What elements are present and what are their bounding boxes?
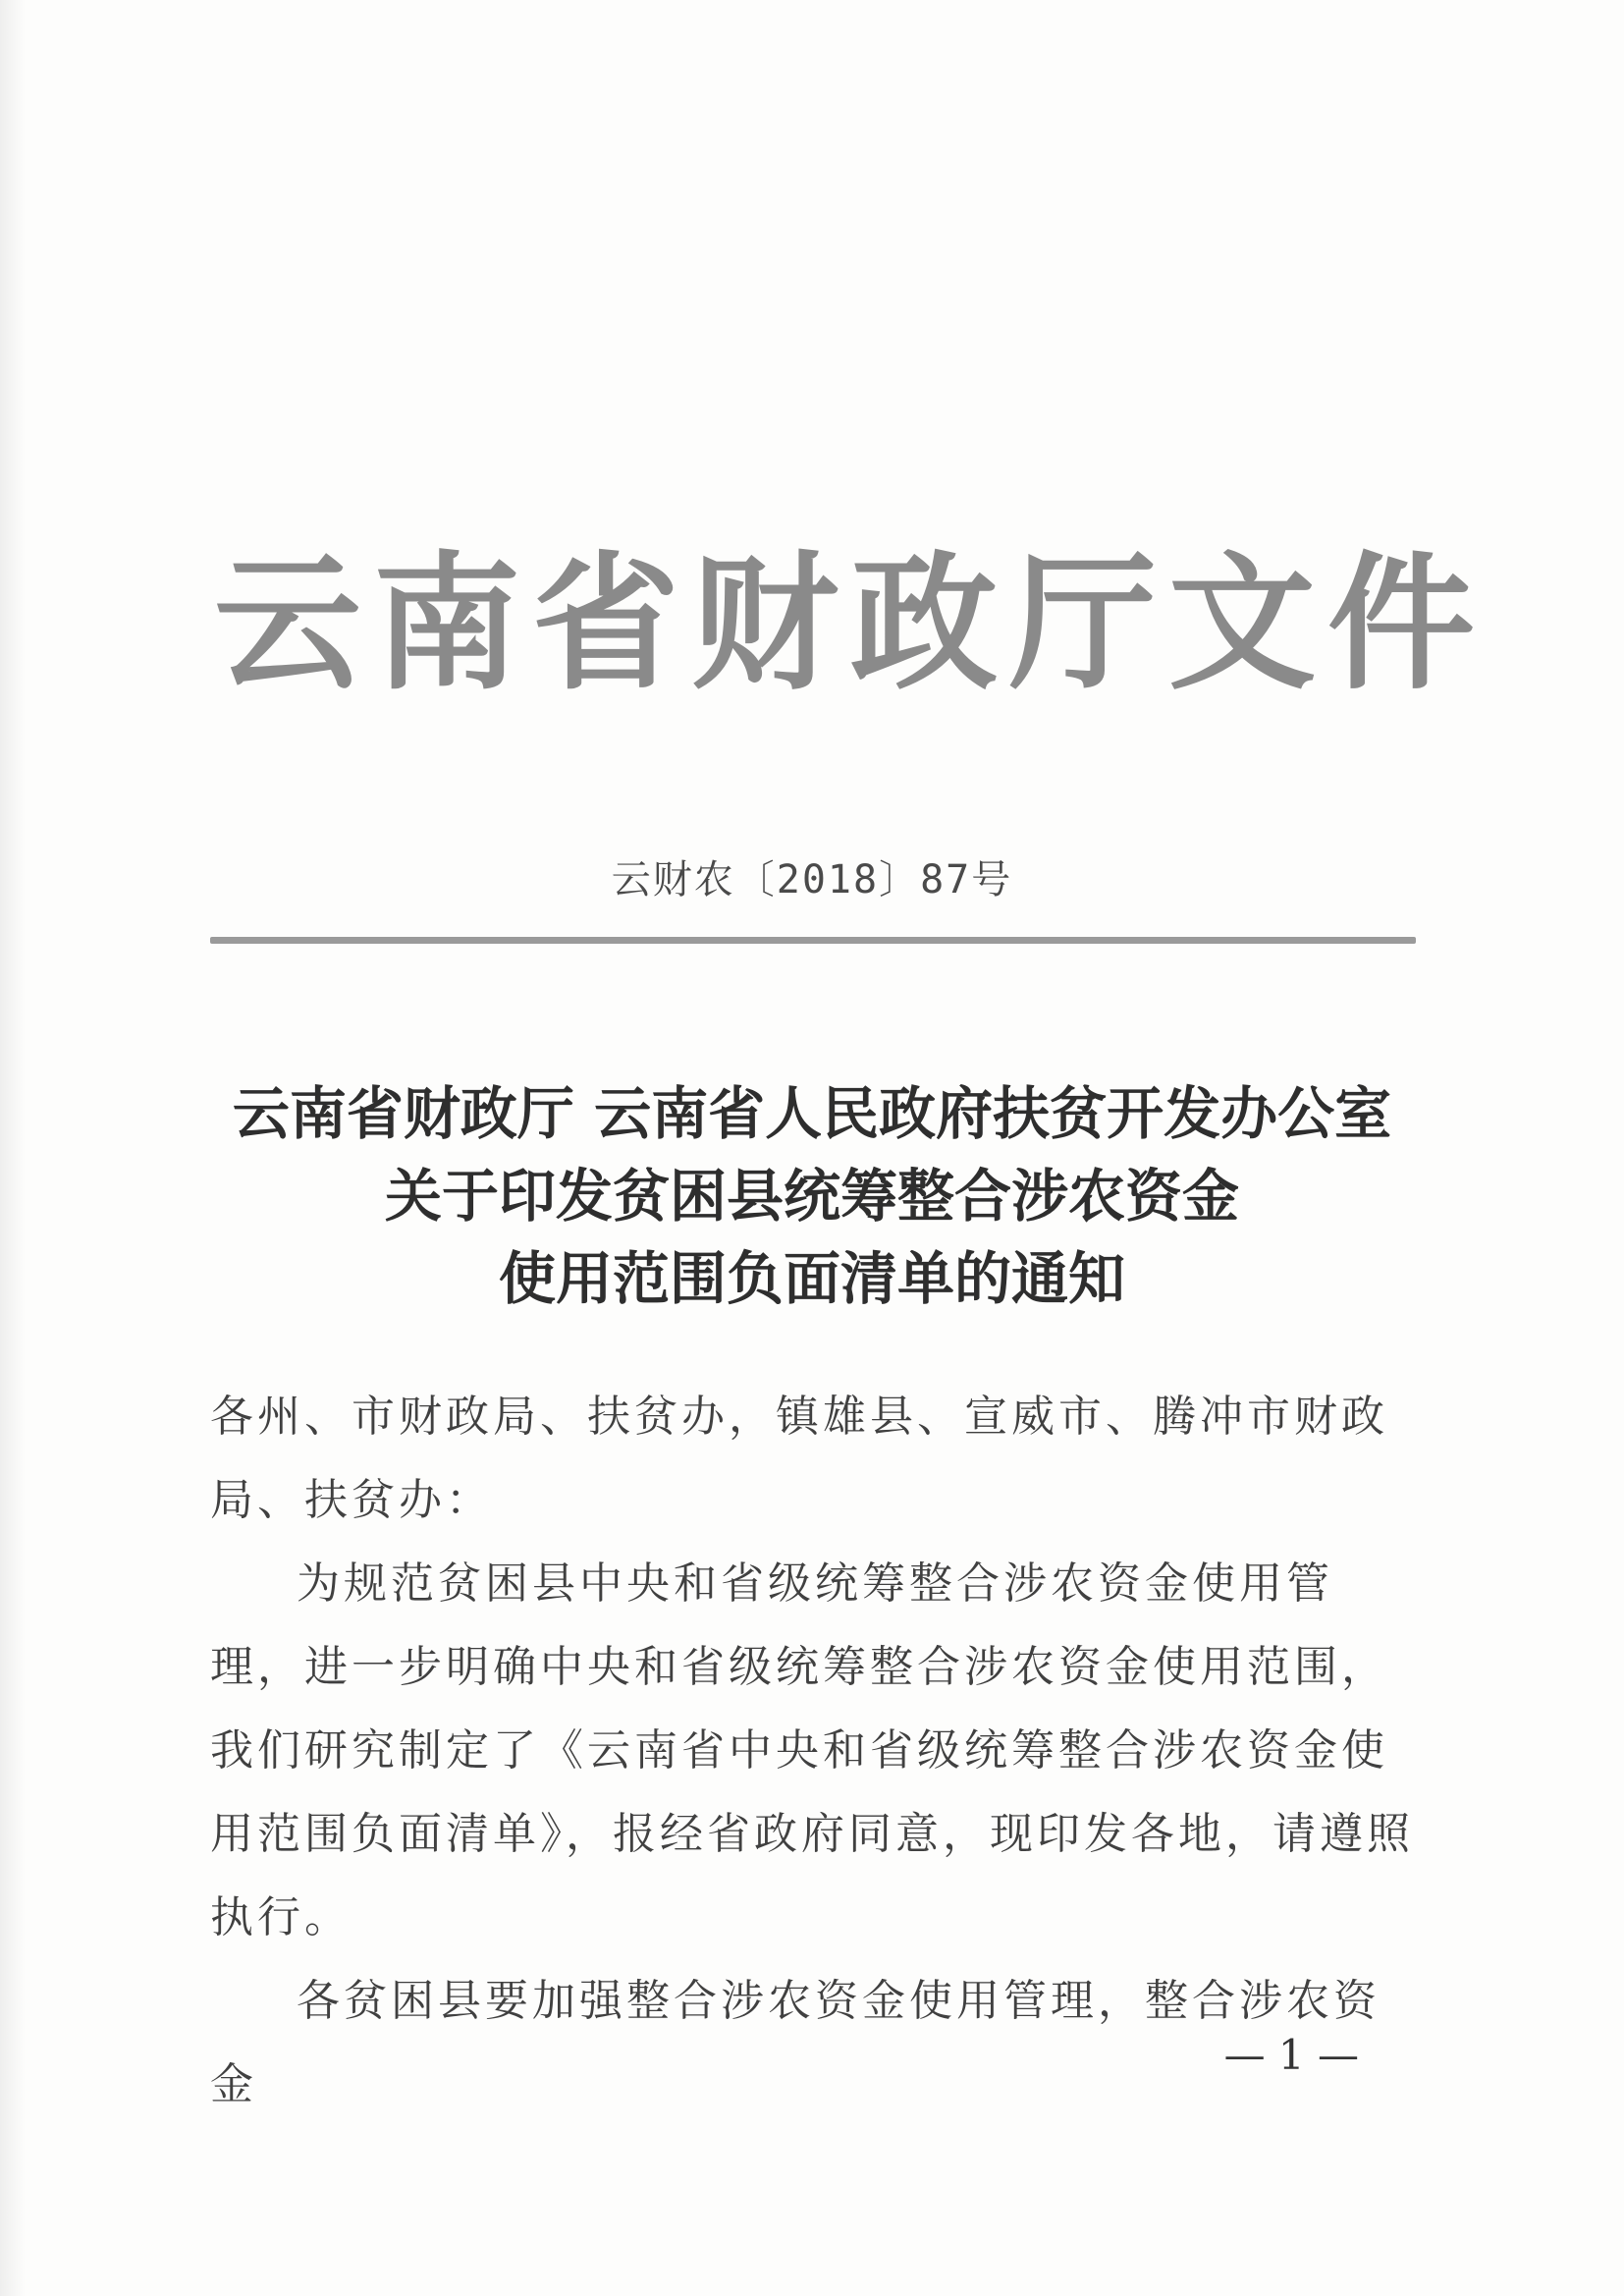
title-line-2: 关于印发贫困县统筹整合涉农资金 (384, 1163, 1239, 1230)
document-title (0, 1072, 1624, 1320)
body-paragraph-2: 各贫困县要加强整合涉农资金使用管理，整合涉农资金 (210, 1976, 1380, 2109)
title-line-3: 使用范围负面清单的通知 (498, 1245, 1125, 1312)
title-line-1: 云南省财政厅 云南省人民政府扶贫开发办公室 (232, 1080, 1392, 1147)
document-body (210, 1375, 1420, 2126)
header-divider (210, 937, 1416, 944)
document-number: 云财农〔2018〕87号 (611, 857, 1013, 902)
recipients: 各州、市财政局、扶贫办，镇雄县、宣威市、腾冲市财政局、扶贫办： (210, 1392, 1388, 1525)
body-paragraph-1: 为规范贫困县中央和省级统筹整合涉农资金使用管理，进一步明确中央和省级统筹整合涉农资金使用范围，我们研究制定了《云南省中央和省级统筹整合涉农资金使用范围负面清单》，报经省政府同意，现印发各地，请遵照执行。 (210, 1558, 1414, 1942)
page-number: — 1 — (1223, 2031, 1359, 2079)
document-masthead: 云南省财政厅文件 (214, 537, 1488, 710)
